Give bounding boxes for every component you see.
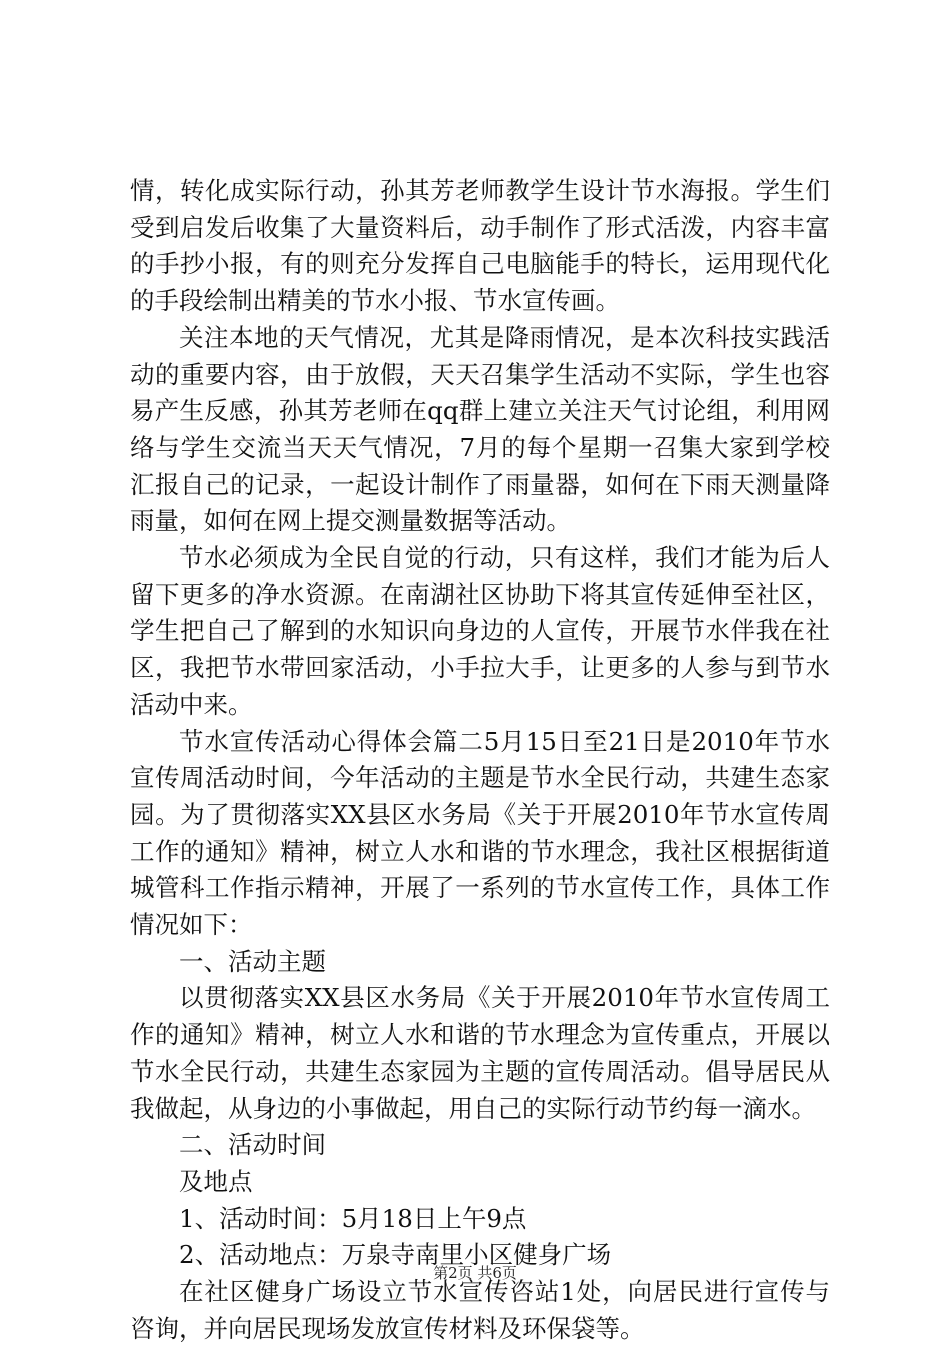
paragraph-community: 节水必须成为全民自觉的行动，只有这样，我们才能为后人留下更多的净水资源。在南湖社区协助下将其宣传延伸至社区，学生把自己了解到的水知识向身边的人宣传，开展节水伴我在社区，我把节水带回家活动，小手拉大手，让更多的人参与到节水活动中来。: [130, 543, 830, 719]
page-number: 第2页 共6页: [433, 1264, 517, 1282]
paragraph-continuation: 情，转化成实际行动，孙其芳老师教学生设计节水海报。学生们受到启发后收集了大量资料后，动手制作了形式活泼，内容丰富的手抄小报，有的则充分发挥自己电脑能手的特长，运用现代化的手段绘制出精美的节水小报、节水宣传画。: [130, 176, 830, 316]
paragraph-part-two-intro: 节水宣传活动心得体会篇二5月15日至21日是2010年节水宣传周活动时间，今年活动的主题是节水全民行动，共建生态家园。为了贯彻落实XX县区水务局《关于开展2010年节水宣传周工作的通知》精神，树立人水和谐的节水理念，我社区根据街道城管科工作指示精神，开展了一系列的节水宣传工作，具体工作情况如下：: [130, 726, 830, 940]
section-heading-place: 及地点: [179, 1166, 253, 1196]
section-heading-time: 二、活动时间: [179, 1130, 326, 1160]
section-heading-theme: 一、活动主题: [179, 946, 326, 976]
document-body: [130, 173, 830, 1348]
paragraph-consult-station: 在社区健身广场设立节水宣传咨站1处，向居民进行宣传与咨询，并向居民现场发放宣传材料及环保袋等。: [130, 1277, 830, 1343]
paragraph-weather: 关注本地的天气情况，尤其是降雨情况，是本次科技实践活动的重要内容，由于放假，天天召集学生活动不实际，学生也容易产生反感，孙其芳老师在qq群上建立关注天气讨论组，利用网络与学生交流当天天气情况，7月的每个星期一召集大家到学校汇报自己的记录，一起设计制作了雨量器，如何在下雨天测量降雨量，如何在网上提交测量数据等活动。: [130, 322, 830, 536]
list-item-place: 2、活动地点：万泉寺南里小区健身广场: [179, 1240, 612, 1270]
paragraph-theme: 以贯彻落实XX县区水务局《关于开展2010年节水宣传周工作的通知》精神，树立人水和谐的节水理念为宣传重点，开展以节水全民行动，共建生态家园为主题的宣传周活动。倡导居民从我做起，从身边的小事做起，用自己的实际行动节约每一滴水。: [130, 983, 830, 1123]
list-item-time: 1、活动时间：5月18日上午9点: [179, 1203, 527, 1233]
